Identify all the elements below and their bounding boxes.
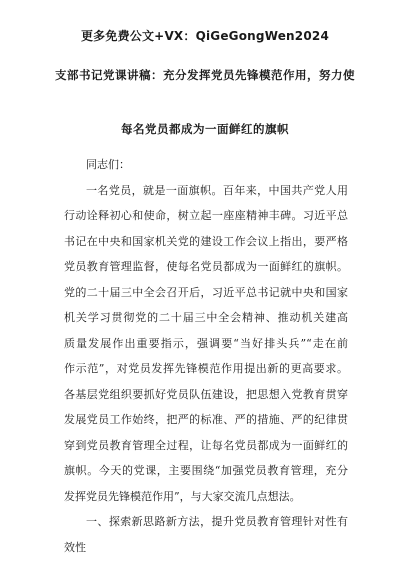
paragraph-line: 发展党员工作始终，把严的标准、严的措施、严的纪律贯: [64, 413, 348, 426]
paragraph-line: 质量发展作出重要指示，强调要“当好排头兵”“走在前: [64, 336, 348, 350]
paragraph-line: 穿到党员教育管理全过程，让每名党员都成为一面鲜红的: [64, 438, 348, 452]
paragraph-line: 机关学习贯彻党的二十届三中全会精神、推动机关建高: [64, 311, 348, 324]
document-body: [64, 152, 348, 560]
section-heading-line: 一、探索新思路新方法，提升党员教育管理针对性有: [86, 515, 348, 528]
paragraph-line: 各基层党组织要抓好党员队伍建设，把思想入党教育贯穿: [64, 387, 348, 401]
document-title-line-2: 每名党员都成为一面鲜红的旗帜: [121, 122, 289, 136]
document-title-line-1: 支部书记党课讲稿：充分发挥党员先锋模范作用，努力使: [55, 68, 355, 82]
paragraph-line: 行动诠释初心和使命，树立起一座座精神丰碑。习近平总: [64, 209, 348, 222]
paragraph-line: 党员教育管理监督，使每名党员都成为一面鲜红的旗帜。: [64, 260, 348, 273]
paragraph-line: 书记在中央和国家机关党的建设工作会议上指出，要严格: [64, 234, 348, 248]
section-heading-line: 效性: [64, 540, 86, 554]
paragraph-line: 旗帜。今天的党课，主要围绕“加强党员教育管理，充分: [64, 464, 348, 477]
salutation: 同志们：: [86, 158, 130, 171]
paragraph-line: 党的二十届三中全会召开后，习近平总书记就中央和国家: [64, 285, 348, 299]
paragraph-line: 作示范”，对党员发挥先锋模范作用提出新的更高要求。: [64, 362, 348, 375]
paragraph-line: 一名党员，就是一面旗帜。百年来，中国共产党人用: [86, 183, 348, 197]
paragraph-line: 发挥党员先锋模范作用”，与大家交流几点想法。: [64, 489, 301, 503]
watermark-header: 更多免费公文+VX：QiGeGongWen2024: [80, 29, 329, 43]
